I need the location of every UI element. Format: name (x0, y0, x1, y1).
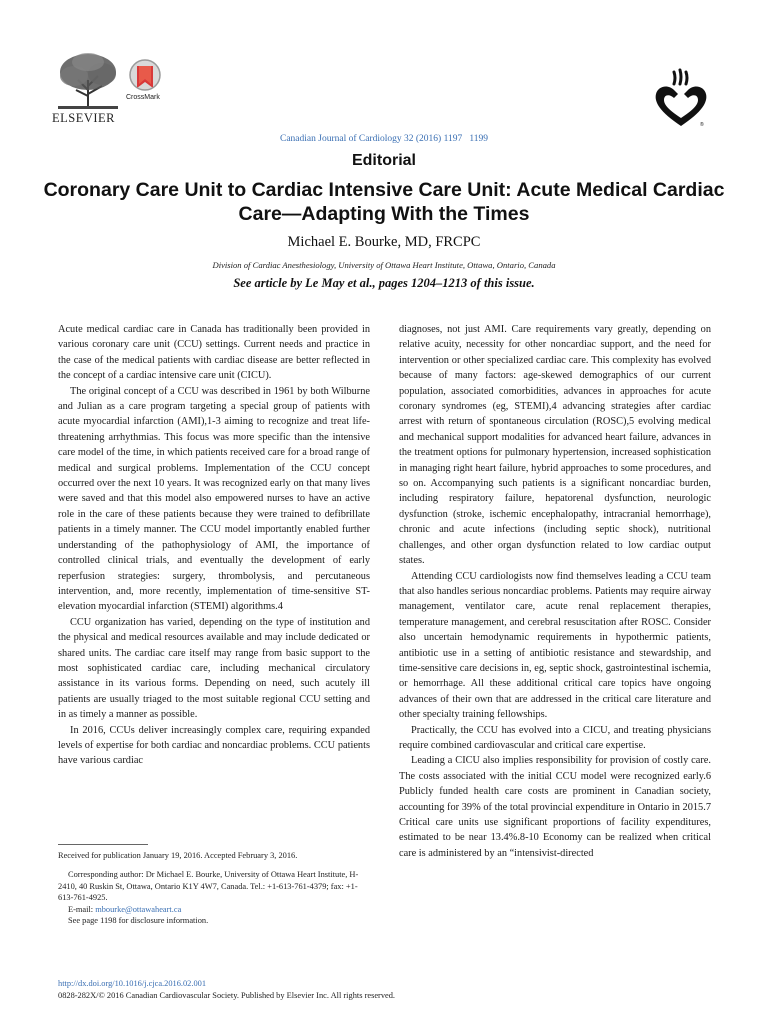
crossmark-label: CrossMark (126, 94, 160, 101)
ccs-registered-mark: ® (700, 122, 704, 128)
paragraph: CCU organization has varied, depending on the type of institution and the physical and medical resources available and may include dedicated or shared units. The cardiac care itself may range from basic support to the most sophisticated cardiac care, including mechanical circulatory assistance in its various forms. Depending on need, such acutely ill patients are usually triaged to the most suitable regional CCU setting and in as timely a manner as possible. (58, 616, 370, 721)
ccs-logo (652, 68, 710, 130)
email-link[interactable]: mbourke@ottawaheart.ca (95, 904, 182, 914)
article-title: Coronary Care Unit to Cardiac Intensive Care Unit: Acute Medical Cardiac Care—Adapting With the Times (43, 179, 725, 225)
author-affiliation: Division of Cardiac Anesthesiology, University of Ottawa Heart Institute, Ottawa, Ontario, Canada (212, 260, 556, 270)
body-column-right (399, 322, 711, 861)
footnote-divider (58, 844, 148, 845)
email-label: E-mail: (68, 904, 96, 914)
author-name: Michael E. Bourke, MD, FRCPC (287, 234, 481, 250)
email-line (58, 904, 370, 915)
crossmark-icon (128, 58, 162, 94)
received-date: Received for publication January 19, 2016. Accepted February 3, 2016. (58, 851, 298, 860)
elsevier-tree-icon (52, 50, 124, 112)
paragraph: Practically, the CCU has evolved into a CICU, and treating physicians require combined cardiovascular and critical care expertise. (399, 724, 711, 751)
related-article-link[interactable]: See article by Le May et al., pages 1204–1213 of this issue. (233, 276, 535, 290)
doi-link[interactable]: http://dx.doi.org/10.1016/j.cjca.2016.02.001 (58, 979, 207, 988)
paragraph: In 2016, CCUs deliver increasingly complex care, requiring expanded levels of expertise for both cardiac and noncardiac problems. CCU patients have various cardiac (58, 724, 370, 767)
paragraph: Attending CCU cardiologists now find themselves leading a CCU team that also handles serious noncardiac problems. Patients may require airway management, ventilator care, acute renal replacement therapies, temperature management, and cerebral resuscitation after ROSC. Consider also uncertain hemodynamic requirements in hypothermic patients, antibiotic use in a setting of antibiotic resistance and stewardship, and time-sensitive care decisions in, eg, septic shock, gastrointestinal ischemia, or hemorrhage. All these additional critical care topics have ongoing advances of their own that are addressed in the critical care literature and other specialty training fellowships. (399, 570, 711, 721)
journal-citation[interactable]: Canadian Journal of Cardiology 32 (2016) 1197 1199 (280, 134, 488, 144)
disclosure-note: See page 1198 for disclosure information. (68, 916, 209, 926)
page-footer (58, 978, 395, 1001)
paragraph: The original concept of a CCU was described in 1961 by both Wilburne and Julian as a care program targeting a special group of patients with acute myocardial infarction (AMI),1-3 aiming to recognize and treat life-threatening arrhythmias. This focus was more specific than the intensive care model of the time, in which patients received care for a broad range of medical and surgical problems. Implementation of the CCU concept occurred over the next 10 years. It was recognized early on that many lives were saved and that this model also empowered nurses to have an active role in the care of these patients because they were trained to defibrillate patients in a timely manner. The CCU model importantly enabled further understanding of the pathophysiology of AMI, the importance of controlled clinical trials, and eventually the development of early reperfusion strategies: surgery, thrombolysis, and percutaneous intervention, and, more recently, implementation of time-sensitive ST-elevation myocardial infarction (STEMI) algorithms.4 (58, 385, 370, 613)
crossmark-logo[interactable] (128, 58, 162, 98)
footnotes (58, 850, 370, 926)
ccs-heart-icon (652, 68, 710, 130)
body-column-left (58, 322, 370, 769)
paragraph: Leading a CICU also implies responsibility for provision of costly care. The costs associated with the initial CCU model were recognized early.6 Publicly funded health care costs are prominent in Canadian society, accounting for 39% of the total provincial expenditure in Ontario in 2015.7 Critical care units use significant proportions of facility expenditures, estimated to be near 13.4%.8-10 Economy can be realized when critical care is administered by an “intensivist-directed (399, 755, 711, 859)
paragraph: diagnoses, not just AMI. Care requirements vary greatly, depending on relative acuity, necessity for other noncardiac support, and the need for intervention or other specialized cardiac care. This complexity has evolved because of many factors: age-skewed demographics of our current population, associated comorbidities, advances in approaches for acute coronary syndromes (eg, STEMI),4 advancing strategies after cardiac arrest with return of spontaneous circulation (ROSC),5 evolving medical and mechanical support modalities for advanced heart failure, advances in the treatment options for pulmonary hypertension, increased sophistication in managing right heart failure, hybrid approaches to some procedures, and so on. Accompanying such patients is a significant noncardiac burden, including respiratory failure, hepatorenal dysfunction, neurologic dysfunction (stroke, ischemic encephalopathy, intracranial hemorrhage), chronic and acute infections (including septic shock), nutritional challenges, and other organ dysfunction related to low cardiac output states. (399, 324, 711, 567)
section-label: Editorial (351, 152, 416, 169)
publisher-name: ELSEVIER (52, 111, 116, 125)
paragraph: Acute medical cardiac care in Canada has traditionally been provided in various coronary care unit (CCU) settings. Current needs and practice in the case of the medical patients with cardiac disease are better reflected in the concept of a cardiac intensive care unit (CICU). (58, 324, 370, 382)
copyright-notice: 0828-282X/© 2016 Canadian Cardiovascular Society. Published by Elsevier Inc. All rights reserved. (58, 990, 396, 1000)
corresponding-author: Corresponding author: Dr Michael E. Bourke, University of Ottawa Heart Institute, H-2410, 40 Ruskin St, Ottawa, Ontario K1Y 4W7, Canada. Tel.: +1-613-761-4379; fax: +1-613-761-4925. (58, 870, 359, 903)
